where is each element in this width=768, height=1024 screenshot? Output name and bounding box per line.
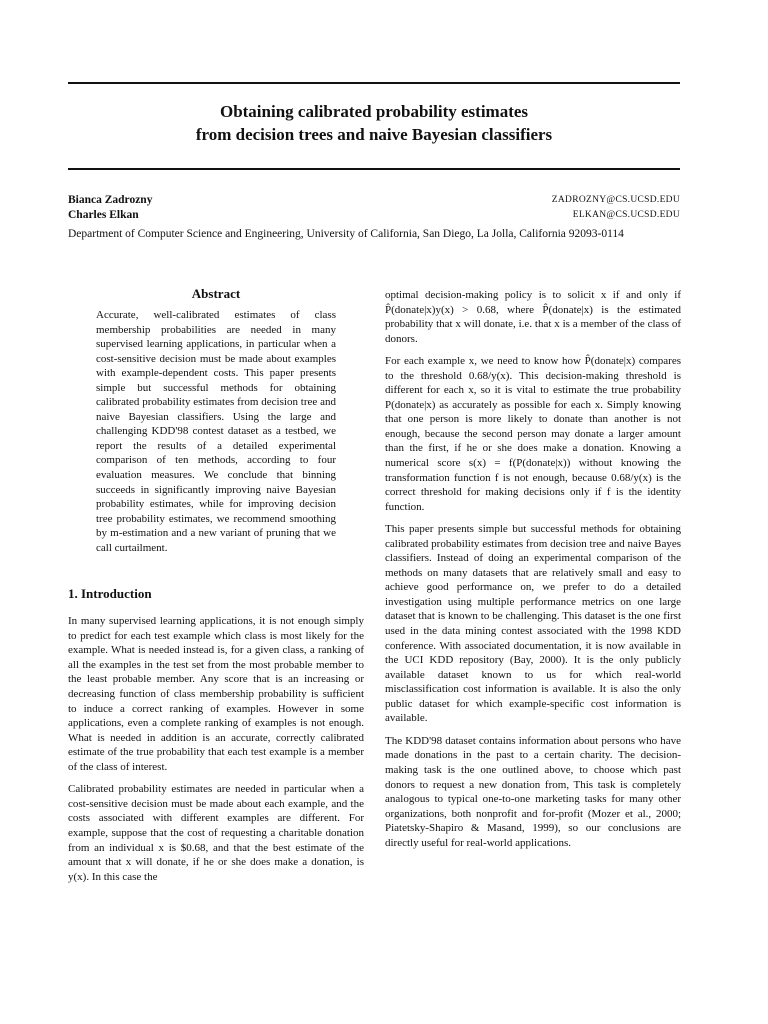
title-line-2: from decision trees and naive Bayesian classifiers bbox=[195, 125, 553, 144]
introduction-heading: 1. Introduction bbox=[68, 586, 152, 602]
paper-title bbox=[68, 100, 680, 146]
author-2-email: ELKAN@CS.UCSD.EDU bbox=[572, 210, 680, 220]
top-rule bbox=[68, 82, 680, 84]
author-1-name: Bianca Zadrozny bbox=[68, 194, 153, 206]
right-paragraph-1: optimal decision-making policy is to solicit x if and only if P̂(donate|x)y(x) > 0.68, where P̂(donate|x) is the estimated probability that x will donate, i.e. that x is a member of the class of donors. bbox=[385, 289, 681, 345]
affiliation: Department of Computer Science and Engineering, University of California, San Diego, La Jolla, California 92093-0114 bbox=[68, 228, 624, 240]
right-paragraph-3: This paper presents simple but successful methods for obtaining calibrated probability estimates from decision tree and naive Bayes classifiers. Instead of doing an experimental comparison of the methods on many datasets that are relatively small and easy to achieve good performance on, we prefer to do a detailed investigation using multiple performance metrics on one large dataset that is known to be challenging. This dataset is the one first used in the data mining contest associated with the 1998 KDD conference. With associated documentation, it is now available in the UCI KDD repository (Bay, 2000). It is the only publicly available dataset known to us for which real-world misclassification cost information is available. It is also the only public dataset for which example-specific cost information is available. bbox=[385, 523, 681, 725]
introduction-paragraph-2: Calibrated probability estimates are needed in particular when a cost-sensitive decision must be made about each example, and the costs associated with different examples are different. For example, suppose that the cost of requesting a charitable donation from an individual x is $0.68, and that the best estimate of the amount that x will donate, if he or she does make a donation, is y(x). In this case the bbox=[68, 783, 364, 883]
abstract-body: Accurate, well-calibrated estimates of class membership probabilities are needed in many supervised learning applications, in particular when a cost-sensitive decision must be made about examples with example-dependent costs. This paper presents simple but successful methods for obtaining calibrated probability estimates from decision tree and naive Bayesian classifiers. Using the large and challenging KDD'98 contest dataset as a testbed, we report the results of a detailed experimental comparison of ten methods, according to four evaluation measures. We conclude that binning succeeds in significantly improving naive Bayesian probability estimates, while for improving decision tree probability estimates, we recommend smoothing by m-estimation and a new variant of pruning that we call curtailment. bbox=[96, 309, 336, 554]
right-column bbox=[385, 288, 681, 858]
introduction-paragraph-1: In many supervised learning applications, it is not enough simply to predict for each test example which class is most likely for the example. What is needed instead is, for a given class, a ranking of all the examples in the test set from the most probable member to the least probable member. Any score that is an increasing or decreasing function of class membership probability is sufficient to induce a correct ranking of examples. However in some applications, even a complete ranking of examples is not enough. What is needed in addition is an accurate, correctly calibrated estimate of the true probability that each test example is a member of the class of interest. bbox=[68, 615, 364, 773]
right-paragraph-4: The KDD'98 dataset contains information about persons who have made donations in the past to a certain charity. The decision-making task is the one outlined above, to choose which past donors to request a new donation from, This task is completely analogous to typical one-to-one marketing tasks for many other organizations, both nonprofit and for-profit (Mozer et al., 2000; Piatetsky-Shapiro & Masand, 1999), so our conclusions are directly useful for real-world applications. bbox=[385, 734, 681, 849]
abstract-heading: Abstract bbox=[191, 286, 241, 301]
left-column bbox=[68, 286, 364, 892]
right-paragraph-2: For each example x, we need to know how P̂(donate|x) compares to the threshold 0.68/y(x). This decision-making threshold is different for each x, so it is vital to estimate the true probability P(donate|x) as accurately as possible for each x. Simply knowing that one person is more likely to donate than another is not enough, because the second person may donate a larger amount than the first, if he or she does make a donation. Knowing a numerical score s(x) = f(P(donate|x)) without knowing the transformation function f is not enough, because 0.68/y(x) is the correct threshold for making decisions only if f is the identity function. bbox=[385, 355, 681, 513]
title-line-1: Obtaining calibrated probability estimates bbox=[219, 102, 529, 121]
author-2-name: Charles Elkan bbox=[68, 209, 139, 221]
title-bottom-rule bbox=[68, 168, 680, 170]
author-1-email: ZADROZNY@CS.UCSD.EDU bbox=[551, 195, 680, 205]
